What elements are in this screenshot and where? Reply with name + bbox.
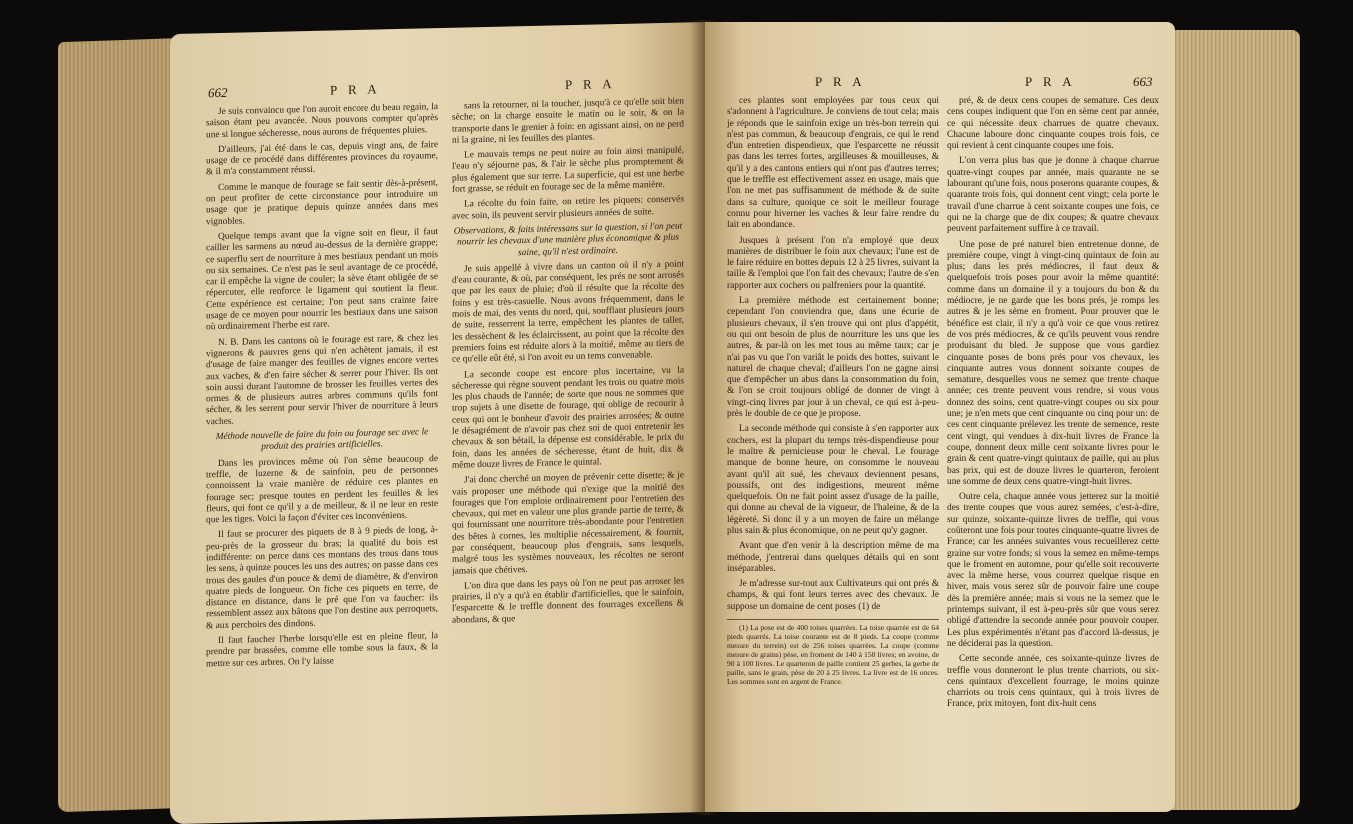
left-page-column-2 bbox=[452, 96, 684, 630]
paragraph: La seconde méthode qui consiste à s'en rapporter aux cochers, est la plupart du temps très-dispendieuse pour le maître & pernicieuse pour le cheval. Le fourage manque de bonne heure, on consomme le nouveau avant qu'il ait sué, les chevaux deviennent pesans, poussifs, ont des indigestions, meurent même quelquefois. On ne fait point assez d'usage de la paille, qui donne au cheval de la vigueur, de l'haleine, & de la légèreté. Si donc il y a un moyen de faire un mélange plus sain & plus économique, on ne peut qu'y gagner. bbox=[727, 424, 939, 536]
paragraph: La première méthode est certainement bonne; cependant l'on conviendra que, dans une écurie de plusieurs chevaux, il s'en trouve qui ont plus d'appétit, ou qui ont besoin de plus de nourriture les uns que les autres, & par-là on les met tous au même taux; car je n'ai pas vu que l'on variât le poids des bottes, suivant le naturel de chaque cheval; d'ailleurs l'on ne gagne ainsi que d'empêcher un abus dans la consommation du foin, & l'on se croit toujours obligé de donner de vingt à vingt-cinq livres par jour à un cheval, ce qui est à-peu-près le double de ce que je propose. bbox=[727, 296, 939, 420]
left-page-edges bbox=[58, 38, 188, 813]
right-page bbox=[705, 22, 1175, 812]
paragraph: Comme le manque de fourage se fait sentir dès-à-présent, on peut profiter de cette circonstance pour introduire un usage que je pratique depuis quinze années dans mes vignobles. bbox=[206, 177, 438, 227]
footnote: (1) La pose est de 400 toises quarrées. La toise quarrée est de 64 pieds quarrés. La toise courante est de 8 pieds. La coupe (comme mesure du terrein) est de 256 toises quarrées. La coupe (comme mesure de grains) pèse, en froment de 140 à 150 livres; en avoine, de 90 à 100 livres. Le quarteron de paille contient 25 gerbes, la gerbe de paille, sans le grain, pèse de 20 à 25 livres. La livre est de 16 onces. Les sommes sont en argent de France. bbox=[727, 619, 939, 686]
running-head-right-col2: P R A bbox=[1025, 74, 1076, 89]
paragraph: L'on dira que dans les pays où l'on ne peut pas arroser les prairies, il n'y a qu'à en établir d'artificielles, que le sainfoin, l'esparcette & le treffle donnent des fourrages excellens & abondans, & que bbox=[452, 576, 684, 626]
paragraph: Je suis convaincu que l'on auroit encore du beau regain, la saison étant peu avancée. Nous pouvons compter qu'après une si longue sécheresse, nous aurons de fréquentes pluies. bbox=[206, 102, 438, 140]
paragraph: Avant que d'en venir à la description même de ma méthode, j'entrerai dans quelques détails qui en sont inséparables. bbox=[727, 541, 939, 574]
right-page-column-1 bbox=[727, 96, 939, 690]
right-page-column-2 bbox=[947, 96, 1159, 715]
paragraph: N. B. Dans les cantons où le fourage est rare, & chez les vignerons & pauvres gens qui n'en achètent jamais, il est d'usage de faire manger des feuilles de vignes encore vertes aux vaches, & d'en faire sécher & serrer pour l'hiver. Ils ont soin aussi durant l'automne de brosser les feuilles vertes des ormes & de plusieurs autres arbres communs qu'ils font sécher, & les serrent pour servir l'hiver de nourriture à leurs vaches. bbox=[206, 332, 438, 428]
paragraph: Le mauvais temps ne peut nuire au foin ainsi manipulé, l'eau n'y séjourne pas, & l'air le sèche plus promptement & plus également que sur terre. La superficie, qui est une herbe fort grasse, se réduit en fourage sec de la même manière. bbox=[452, 145, 684, 195]
paragraph: Quelque temps avant que la vigne soit en fleur, il faut cailler les sarmens au nœud au-dessus de la dernière grappe; ce superflu sert de nourriture à mes bestiaux pendant un mois ou six semaines. Ce n'est pas le seul avantage de ce procédé, car il empêche la vigne de couler; la sève étant obligée de se répercuter, elle renforce le ligament qui soutient la fleur. Cette expérience est certaine; l'on peut sans crainte faire usage de ce moyen pour nourrir les bestiaux dans une saison où ordinairement l'herbe est rare. bbox=[206, 227, 438, 333]
paragraph: Je m'adresse sur-tout aux Cultivateurs qui ont prés & champs, & qui font leurs terres avec des chevaux. Je suppose un domaine de cent poses (1) de bbox=[727, 579, 939, 612]
paragraph: ces plantes sont employées par tous ceux qui s'adonnent à l'agriculture. Je conviens de tout cela; mais je réponds que le sainfoin exige un très-bon terrein qui n'est pas commun, & beaucoup d'engrais, ce qui le rend d'un entretien dispendieux, que l'esparcette ne réussit pas dans les terres fortes, argilleuses & mouilleuses, & qu'il y a des cantons entiers qui n'ont pas d'autres terres; que le treffle est effectivement assez en usage, mais que l'on ne met pas suffisamment de méthode & de suite dans sa culture, quoique ce soit le meilleur fourage connu pour hiverner les vaches & leur faire rendre du lait en abondance. bbox=[727, 96, 939, 231]
running-head-left-col2: P R A bbox=[565, 76, 616, 93]
left-page-column-1 bbox=[206, 102, 438, 674]
paragraph: La seconde coupe est encore plus incertaine, vu la sécheresse qui règne souvent pendant les trois ou quatre mois les plus chauds de l'année; de sorte que nous ne sommes que trop sujets à une disette de fourage, qui oblige de recourir à ceux qui ont le bonheur d'avoir des prairies arrosées; & outre le désagrément de n'avoir pas chez soi de quoi entretenir les chevaux & son bétail, la dépense est considérable, le prix du foin, dans les années de sécheresse, étant de huit, dix & même douze livres de France le quintal. bbox=[452, 365, 684, 471]
paragraph: Outre cela, chaque année vous jetterez sur la moitié des trente coupes que vous aurez semées, c'est-à-dire, sur quinze, soixante-quinze livres de treffle, qui vous coûteront une fois pour toutes cinquante-quatre livres de France; car les années suivantes vous recueillerez cette graine sur votre fonds; si vous la semez en même-temps que le froment en automne, pour qu'elle soit recouverte avec la même herse, vous courrez quelque risque en hiver, mais vous serez sûr de pouvoir faire une coupe dès la première année; mais si vous ne la semez que le printemps suivant, il est à-peu-près sûr que vous serez obligé d'attendre la seconde année pour pouvoir couper. Les plus expérimentés n'étant pas d'accord là-dessus, je ne déciderai pas la question. bbox=[947, 492, 1159, 649]
paragraph: Une pose de pré naturel bien entretenue donne, de première coupe, vingt à vingt-cinq quintaux de foin au plus; dans les prés médiocres, il faut deux & quelquefois trois poses pour avoir la même quantité: comme dans un domaine il y a toujours du bon & du médiocre, je ne garde que les bons prés, je romps les autres & je les sème en froment. Pour prouver que le bénéfice est clair, il n'y a qu'à voir ce que vous retirez de vos prés médiocres, & ce qu'ils peuvent vous rendre produisant du bled. Je suppose que vous gardiez cinquante poses de bons prés pour vos chevaux, les cinquante autres vous donnent soixante coupes de semature, desquelles vous ne semez que trente chaque année; ces trente peuvent vous rendre, si vous vous donnez des soins, cent quatre-vingt coupes ou six pour une; je n'en mets que cent cinquante ou cinq pour un: de ces cent cinquante prélevez les trente de semence, reste cent vingt, qui vendues à dix-huit livres de France la coupe, donnent deux mille cent soixante livres pour le grain & cent quatre-vingt quintaux de paille, qui au plus bas prix, qui est de douze livres le quarteron, feroient une somme de deux cens quatre-vingt-huit livres. bbox=[947, 239, 1159, 487]
page-number-right: 663 bbox=[1133, 74, 1153, 89]
paragraph: L'on verra plus bas que je donne à chaque charrue quatre-vingt coupes par année, mais quarante ne se labourant qu'une fois, nous poserons quarante coupes, & quarante trois fois, qui donnent cent vingt; cela porte le travail d'une charrue à cent soixante coupes une fois, ce qui ne la charge que de dix coupes; & quatre chevaux peuvent parfaitement suffire à ce travail. bbox=[947, 156, 1159, 235]
paragraph: Dans les provinces même où l'on sème beaucoup de treffle, de luzerne & de sainfoin, peu de personnes connoissent la vraie manière de réduire ces plantes en fourage sec; presque toutes en perdent les feuilles & les fleurs, qui font ce qu'il y a de meilleur, & il ne leur en reste que les tiges. Voici la façon d'éviter ces inconvéniens. bbox=[206, 453, 438, 526]
running-head-left-col1: P R A bbox=[330, 81, 381, 98]
paragraph: Jusques à présent l'on n'a employé que deux manières de distribuer le foin aux chevaux; l'une est de le faire réduire en bottes depuis 12 à 25 livres, suivant la taille & l'emploi que l'on fait des chevaux; l'autre de s'en rapporter aux cochers ou palfreniers pour la quantité. bbox=[727, 235, 939, 291]
paragraph: La récolte du foin faite, on retire les piquets: conservés avec soin, ils peuvent servir plusieurs années de suite. bbox=[452, 194, 684, 222]
paragraph: Je suis appellé à vivre dans un canton où il n'y a point d'eau courante, & où, par conséquent, les prés ne sont arrosés que par les eaux de pluie; d'où il résulte que la récolte des foins y est très-casuelle. Nous avons fréquemment, dans le mois de mai, des vents du nord, qui, soufflant plusieurs jours de suite, resserrent la terre, empêchent les plantes de taller, les dessèchent & les éclaircissent, au point que la récolte des premiers foins est réduite alors à la moitié, même au tiers de ce qu'elle eût été, si l'on avoit eu un tems convenable. bbox=[452, 259, 684, 365]
paragraph: Cette seconde année, ces soixante-quinze livres de treffle vous donneront le plus trente charriots, ou six-cens quintaux d'excellent fourrage, le moins quinze charriots ou trois cens quintaux, qui à trois livres de France, prix mitoyen, font dix-huit cens bbox=[947, 654, 1159, 710]
section-heading: Méthode nouvelle de faire du foin ou fourage sec avec le produit des prairies artificielles. bbox=[215, 427, 429, 453]
paragraph: pré, & de deux cens coupes de semature. Ces deux cens coupes indiquent que l'on en sème cent par année, ce qui nécessite deux charrues de quatre chevaux. Chacune laboure donc cinquante coupes trois fois, ce qui revient à cent cinquante coupes une fois. bbox=[947, 96, 1159, 152]
section-heading: Observations, & faits intéressans sur la question, si l'on peut nourrir les chevaux d'une manière plus économique & plus saine, qu'il n'est ordinaire. bbox=[453, 221, 683, 258]
paragraph: J'ai donc cherché un moyen de prévenir cette disette; & je vais proposer une méthode qui n'exige que la moitié des fourages que l'on emploie ordinairement pour l'entretien des chevaux, qui met en valeur une plus grande partie de terre, & qui fournissant une nourriture très-abondante pour l'entretien des bêtes à cornes, les multiplie nécessairement, & fournit, par conséquent, beaucoup plus d'engrais, sans lesquels, malgré tous les systèmes nouveaux, les récoltes ne seront jamais que chétives. bbox=[452, 470, 684, 577]
page-number-left: 662 bbox=[208, 84, 228, 101]
right-page-edges bbox=[1160, 30, 1300, 810]
paragraph: sans la retourner, ni la toucher, jusqu'à ce qu'elle soit bien sèche; on la charge ensuite le matin ou le soir, & on la transporte dans le grenier à foin: en agissant ainsi, on ne perd ni la graine, ni les feuilles des plantes. bbox=[452, 96, 684, 146]
paragraph: Il faut faucher l'herbe lorsqu'elle est en pleine fleur, la prendre par brassées, comme elle tombe sous la faux, & la mettre sur ces arbres. On l'y laisse bbox=[206, 631, 438, 669]
left-page bbox=[170, 22, 705, 824]
running-head-right-col1: P R A bbox=[815, 74, 866, 89]
paragraph: D'ailleurs, j'ai été dans le cas, depuis vingt ans, de faire usage de ce procédé dans différentes provinces du royaume, & il m'a constamment réussi. bbox=[206, 139, 438, 178]
paragraph: Il faut se procurer des piquets de 8 à 9 pieds de long, à-peu-près de la grosseur du bras; la qualité du bois est indifférente: on perce dans ces montans des trous dans tous les sens, à quinze pouces les uns des autres; on passe dans ces trous des gaules d'un pouce & demi de diamètre, & d'environ quatre pieds de longueur. On fiche ces piquets en terre, de distance en distance, dans le pré que l'on va faucher: ils ressemblent assez aux bâtons que l'on destine aux perroquets, & aux perchoirs des dindons. bbox=[206, 525, 438, 632]
